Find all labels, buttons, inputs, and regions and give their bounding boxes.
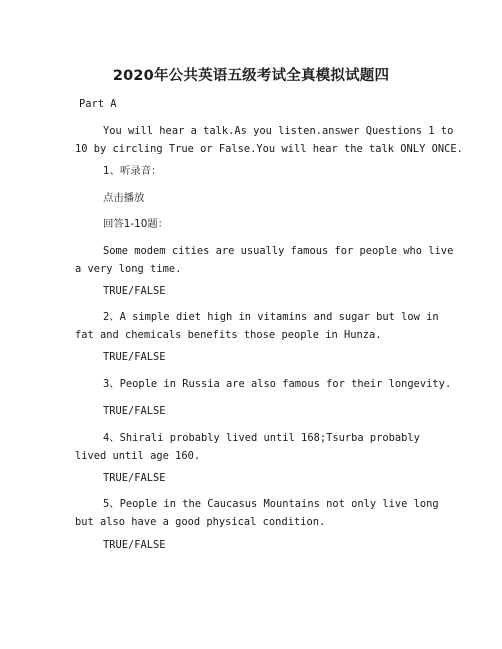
question-1-line-1: Some modem cities are usually famous for people who live (103, 245, 454, 257)
question-5-line-1: 5、People in the Caucasus Mountains not only live long (103, 498, 439, 510)
question-2-options: TRUE/FALSE (103, 351, 166, 363)
question-4-line-1: 4、Shirali probably lived until 168;Tsurba probably (103, 432, 420, 444)
question-3-line-1: 3、People in Russia are also famous for their longevity. (103, 378, 452, 390)
question-2-line-1: 2、A simple diet high in vitamins and sugar but low in (103, 311, 439, 323)
document-title: 2020年公共英语五级考试全真模拟试题四 (112, 68, 390, 84)
question-3-options: TRUE/FALSE (103, 405, 166, 417)
answer-instruction: 回答1-10题： (103, 218, 169, 230)
question-1-options: TRUE/FALSE (103, 285, 166, 297)
section-heading: Part A (79, 98, 117, 110)
play-link[interactable]: 点击播放 (103, 192, 145, 204)
intro-line-2: 10 by circling True or False.You will hear the talk ONLY ONCE. (75, 143, 463, 155)
question-5-options: TRUE/FALSE (103, 539, 166, 551)
question-5-line-2: but also have a good physical condition. (75, 516, 326, 528)
listen-instruction: 1、听录音： (103, 165, 162, 177)
question-4-options: TRUE/FALSE (103, 472, 166, 484)
question-1-line-2: a very long time. (75, 263, 182, 275)
intro-line-1: You will hear a talk.As you listen.answer Questions 1 to (103, 125, 454, 137)
question-4-line-2: lived until age 160. (75, 450, 201, 462)
question-2-line-2: fat and chemicals benefits those people in Hunza. (75, 329, 382, 341)
